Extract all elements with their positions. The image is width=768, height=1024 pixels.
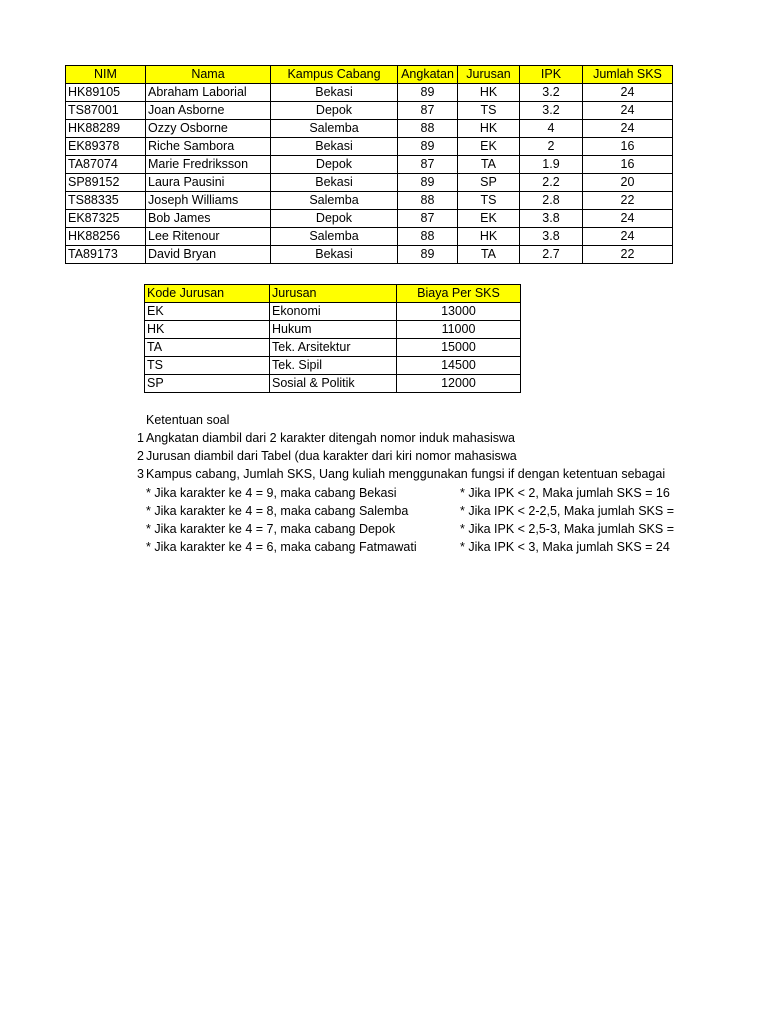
table-row (145, 303, 521, 321)
cell-sks[interactable]: 20 (583, 174, 673, 192)
cell-kode[interactable]: TA (145, 339, 270, 357)
cell-ipk[interactable]: 3.8 (520, 228, 583, 246)
cell-sks[interactable]: 24 (583, 210, 673, 228)
cell-angkatan[interactable]: 89 (398, 174, 458, 192)
cell-nama[interactable]: Lee Ritenour (146, 228, 271, 246)
cell-jurusan[interactable]: HK (458, 84, 520, 102)
cell-jurusan[interactable]: TS (458, 102, 520, 120)
cell-nama[interactable]: Ozzy Osborne (146, 120, 271, 138)
cabang-rule: * Jika karakter ke 4 = 7, maka cabang Depok (146, 522, 396, 536)
table-row (145, 339, 521, 357)
cabang-rule: * Jika karakter ke 4 = 9, maka cabang Bekasi (146, 486, 397, 500)
header-kampus-cabang: Kampus Cabang (271, 66, 398, 84)
cell-ipk[interactable]: 3.8 (520, 210, 583, 228)
cell-angkatan[interactable]: 87 (398, 156, 458, 174)
cell-sks[interactable]: 24 (583, 228, 673, 246)
cell-ipk[interactable]: 3.2 (520, 102, 583, 120)
students-table (65, 65, 673, 264)
note-text: Kampus cabang, Jumlah SKS, Uang kuliah menggunakan fungsi if dengan ketentuan sebagai (146, 467, 666, 481)
cell-kode[interactable]: EK (145, 303, 270, 321)
header-angkatan: Angkatan (398, 66, 458, 84)
cell-jurusan-name[interactable]: Sosial & Politik (270, 375, 397, 393)
sks-rule: * Jika IPK < 2-2,5, Maka jumlah SKS = (460, 504, 674, 518)
sks-rule: * Jika IPK < 2, Maka jumlah SKS = 16 (460, 486, 670, 500)
cell-angkatan[interactable]: 88 (398, 228, 458, 246)
cell-ipk[interactable]: 2 (520, 138, 583, 156)
cabang-rule: * Jika karakter ke 4 = 8, maka cabang Salemba (146, 504, 409, 518)
cell-angkatan[interactable]: 88 (398, 120, 458, 138)
cell-jurusan[interactable]: TA (458, 246, 520, 264)
cell-jurusan[interactable]: HK (458, 228, 520, 246)
table-row (145, 321, 521, 339)
cell-biaya[interactable]: 13000 (397, 303, 521, 321)
cell-biaya[interactable]: 12000 (397, 375, 521, 393)
note-text: Jurusan diambil dari Tabel (dua karakter dari kiri nomor mahasiswa (146, 449, 517, 463)
cell-nim[interactable]: TS87001 (66, 102, 146, 120)
header-ipk: IPK (520, 66, 583, 84)
cell-nama[interactable]: Joan Asborne (146, 102, 271, 120)
sks-rule: * Jika IPK < 3, Maka jumlah SKS = 24 (460, 540, 670, 554)
table-row (145, 357, 521, 375)
cell-ipk[interactable]: 2.7 (520, 246, 583, 264)
cell-nim[interactable]: EK89378 (66, 138, 146, 156)
cell-ipk[interactable]: 2.8 (520, 192, 583, 210)
note-number: 1 (137, 431, 144, 445)
table-row (66, 228, 673, 246)
cell-angkatan[interactable]: 88 (398, 192, 458, 210)
header-jumlah-sks: Jumlah SKS (583, 66, 673, 84)
cell-jurusan[interactable]: SP (458, 174, 520, 192)
cell-sks[interactable]: 22 (583, 192, 673, 210)
cell-biaya[interactable]: 14500 (397, 357, 521, 375)
header-kode-jurusan: Kode Jurusan (145, 285, 270, 303)
cell-kampus[interactable]: Depok (271, 102, 398, 120)
cell-nama[interactable]: Abraham Laborial (146, 84, 271, 102)
cell-nama[interactable]: Marie Fredriksson (146, 156, 271, 174)
cell-kampus[interactable]: Bekasi (271, 138, 398, 156)
cell-kode[interactable]: SP (145, 375, 270, 393)
table-row (66, 156, 673, 174)
cell-kampus[interactable]: Salemba (271, 228, 398, 246)
cell-nama[interactable]: Joseph Williams (146, 192, 271, 210)
cell-nim[interactable]: TA87074 (66, 156, 146, 174)
table-row (66, 210, 673, 228)
table-row (66, 84, 673, 102)
cell-angkatan[interactable]: 89 (398, 84, 458, 102)
cell-ipk[interactable]: 1.9 (520, 156, 583, 174)
notes-title: Ketentuan soal (146, 413, 230, 427)
cell-nim[interactable]: SP89152 (66, 174, 146, 192)
note-number: 3 (137, 467, 144, 481)
sks-rule: * Jika IPK < 2,5-3, Maka jumlah SKS = (460, 522, 674, 536)
cell-sks[interactable]: 16 (583, 156, 673, 174)
cell-kampus[interactable]: Bekasi (271, 84, 398, 102)
cell-jurusan[interactable]: EK (458, 210, 520, 228)
cell-nim[interactable]: HK89105 (66, 84, 146, 102)
cell-kampus[interactable]: Salemba (271, 192, 398, 210)
header-jurusan: Jurusan (458, 66, 520, 84)
cell-nama[interactable]: Laura Pausini (146, 174, 271, 192)
cell-jurusan[interactable]: EK (458, 138, 520, 156)
cell-jurusan[interactable]: TS (458, 192, 520, 210)
table-row (66, 246, 673, 264)
cell-kampus[interactable]: Depok (271, 210, 398, 228)
cell-jurusan[interactable]: HK (458, 120, 520, 138)
cell-ipk[interactable]: 3.2 (520, 84, 583, 102)
header-nama: Nama (146, 66, 271, 84)
header-jurusan-name: Jurusan (270, 285, 397, 303)
cell-nama[interactable]: David Bryan (146, 246, 271, 264)
cell-jurusan-name[interactable]: Hukum (270, 321, 397, 339)
cell-angkatan[interactable]: 89 (398, 138, 458, 156)
cell-biaya[interactable]: 15000 (397, 339, 521, 357)
jurusan-header-row (145, 285, 521, 303)
cell-sks[interactable]: 24 (583, 120, 673, 138)
cell-angkatan[interactable]: 89 (398, 246, 458, 264)
cell-nim[interactable]: TS88335 (66, 192, 146, 210)
header-biaya-per-sks: Biaya Per SKS (397, 285, 521, 303)
cell-jurusan-name[interactable]: Tek. Sipil (270, 357, 397, 375)
cell-jurusan[interactable]: TA (458, 156, 520, 174)
cell-kampus[interactable]: Bekasi (271, 246, 398, 264)
cell-biaya[interactable]: 11000 (397, 321, 521, 339)
cell-kode[interactable]: HK (145, 321, 270, 339)
jurusan-table (144, 284, 521, 393)
cell-kampus[interactable]: Bekasi (271, 174, 398, 192)
cell-angkatan[interactable]: 87 (398, 210, 458, 228)
cell-nama[interactable]: Riche Sambora (146, 138, 271, 156)
cell-nama[interactable]: Bob James (146, 210, 271, 228)
cell-sks[interactable]: 16 (583, 138, 673, 156)
cell-kampus[interactable]: Salemba (271, 120, 398, 138)
note-text: Angkatan diambil dari 2 karakter ditengah nomor induk mahasiswa (146, 431, 515, 445)
students-header-row (66, 66, 673, 84)
cell-jurusan-name[interactable]: Tek. Arsitektur (270, 339, 397, 357)
cell-nim[interactable]: EK87325 (66, 210, 146, 228)
cell-sks[interactable]: 22 (583, 246, 673, 264)
cell-angkatan[interactable]: 87 (398, 102, 458, 120)
cell-nim[interactable]: TA89173 (66, 246, 146, 264)
cell-kode[interactable]: TS (145, 357, 270, 375)
cell-sks[interactable]: 24 (583, 84, 673, 102)
table-row (66, 102, 673, 120)
table-row (66, 120, 673, 138)
cell-nim[interactable]: HK88289 (66, 120, 146, 138)
cell-kampus[interactable]: Depok (271, 156, 398, 174)
table-row (66, 174, 673, 192)
table-row (66, 192, 673, 210)
table-row (66, 138, 673, 156)
cabang-rule: * Jika karakter ke 4 = 6, maka cabang Fatmawati (146, 540, 417, 554)
header-nim: NIM (66, 66, 146, 84)
cell-jurusan-name[interactable]: Ekonomi (270, 303, 397, 321)
cell-sks[interactable]: 24 (583, 102, 673, 120)
cell-ipk[interactable]: 2.2 (520, 174, 583, 192)
cell-nim[interactable]: HK88256 (66, 228, 146, 246)
table-row (145, 375, 521, 393)
note-number: 2 (137, 449, 144, 463)
cell-ipk[interactable]: 4 (520, 120, 583, 138)
